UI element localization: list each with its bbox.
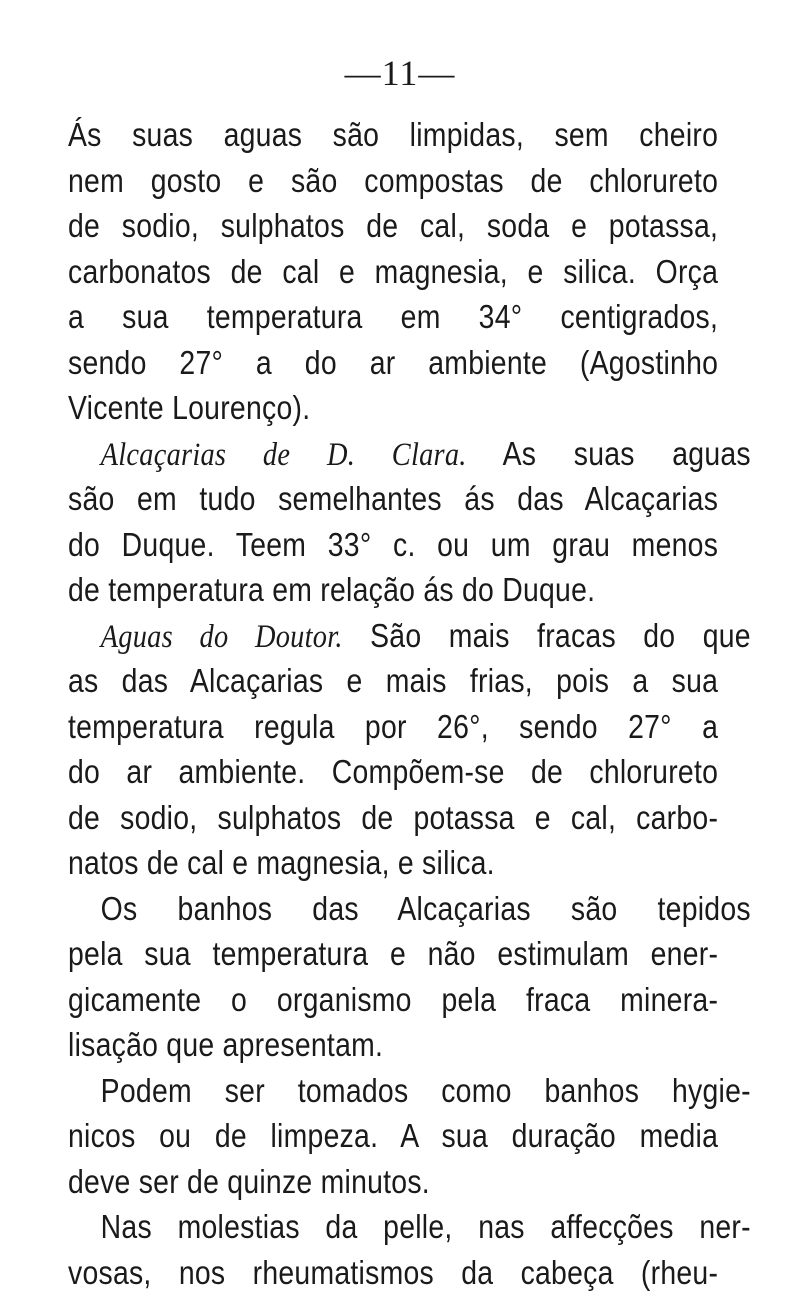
text-line [68,704,718,750]
text-segment: Vicente Lourenço). [68,389,310,426]
text-line [68,567,627,613]
text-line [68,203,718,249]
text-segment: nicos ou de limpeza. A sua duração media [68,1117,718,1154]
text-line [68,886,751,932]
text-segment: Podem ser tomados como banhos hygie- [101,1072,751,1109]
text-segment: deve ser de quinze minutos. [68,1163,430,1200]
text-line [68,112,718,158]
text-line [68,795,718,841]
text-segment: são em tudo semelhantes ás das Alcaçarias [68,480,718,517]
text-line [68,1250,718,1295]
text-segment: As suas aguas [467,435,751,472]
text-line [68,294,718,340]
page-number: —11— [0,52,800,94]
text-line [68,1022,627,1068]
text-line [68,340,718,386]
text-segment: São mais fracas do que [343,617,751,654]
text-segment: de temperatura em relação ás do Duque. [68,571,595,608]
text-line [68,658,718,704]
section-heading: Alcaçarias de D. Clara. [101,437,467,473]
text-line [68,1159,627,1205]
text-line [68,1113,718,1159]
text-line [68,749,718,795]
text-segment: nem gosto e são compostas de chlorureto [68,162,718,199]
text-segment: pela sua temperatura e não estimulam ener- [68,935,718,972]
text-segment: de sodio, sulphatos de potassa e cal, carbo- [68,799,718,836]
text-line [68,522,718,568]
text-segment: sendo 27° a do ar ambiente (Agostinho [68,344,718,381]
text-segment: vosas, nos rheumatismos da cabeça (rheu- [68,1254,718,1291]
text-line [68,931,718,977]
text-segment: lisação que apresentam. [68,1026,383,1063]
text-line [68,840,627,886]
section-heading: Aguas do Doutor. [101,619,343,655]
text-segment: a sua temperatura em 34° centigrados, [68,298,718,335]
text-segment: carbonatos de cal e magnesia, e silica. Orça [68,253,718,290]
text-segment: Ás suas aguas são limpidas, sem cheiro [68,116,718,153]
text-line [68,431,751,477]
text-segment: do ar ambiente. Compõem-se de chlorureto [68,753,718,790]
text-segment: Nas molestias da pelle, nas affecções ner- [101,1208,751,1245]
text-segment: natos de cal e magnesia, e silica. [68,844,495,881]
text-segment: de sodio, sulphatos de cal, soda e potassa, [68,207,718,244]
text-segment: do Duque. Teem 33° c. ou um grau menos [68,526,718,563]
text-line [68,158,718,204]
text-line [68,385,627,431]
text-line [68,249,718,295]
text-segment: Os banhos das Alcaçarias são tepidos [101,890,751,927]
text-line [68,1068,751,1114]
text-line [68,977,718,1023]
text-line [68,476,718,522]
text-segment: as das Alcaçarias e mais frias, pois a sua [68,662,718,699]
text-line [68,613,751,659]
body-text [68,112,718,1295]
text-segment: temperatura regula por 26°, sendo 27° a [68,708,718,745]
text-line [68,1204,751,1250]
text-segment: gicamente o organismo pela fraca minera- [68,981,718,1018]
